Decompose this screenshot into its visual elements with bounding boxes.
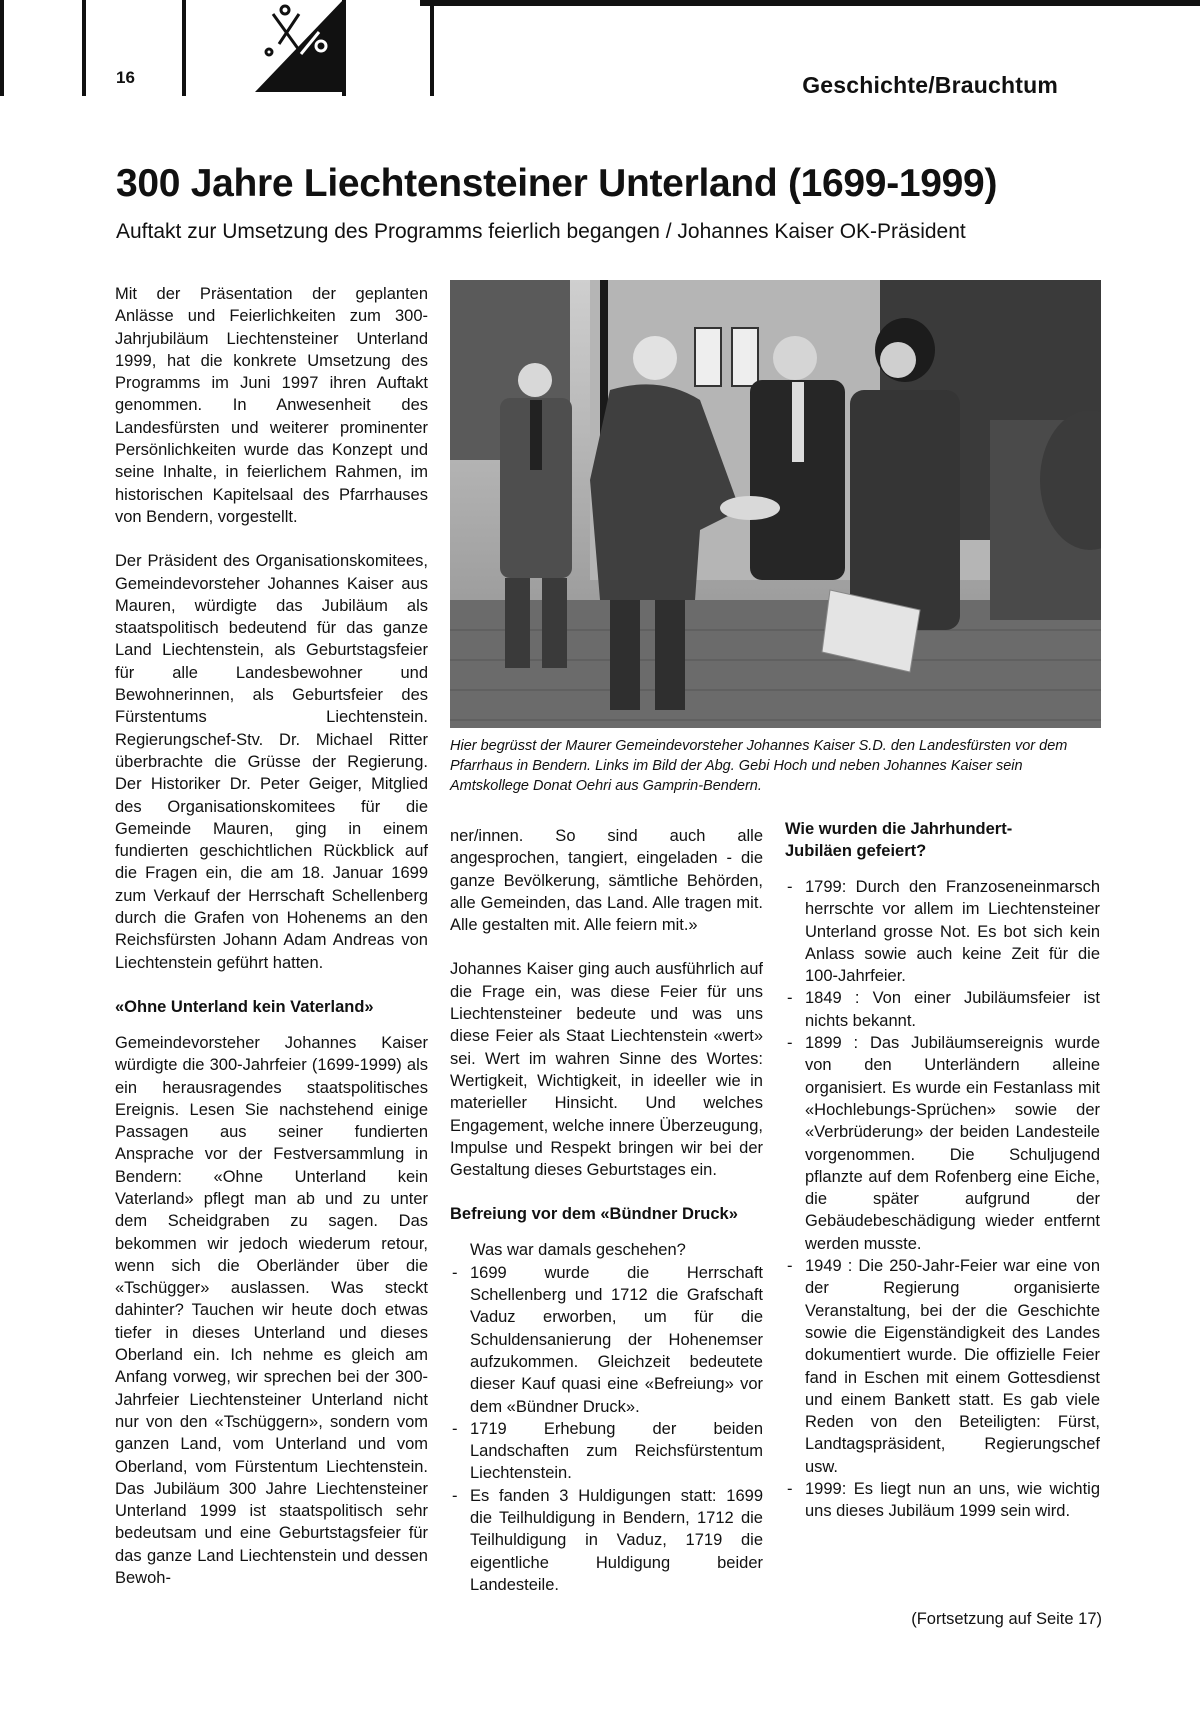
list-item: - 1699 wurde die Herrschaft Schellenberg und 1712 die Grafschaft Vaduz erworben, um für die Schuldensanierung der Hohenemser aufzukommen. Gleichzeit bedeutete dieser Kauf quasi eine «Befreiung» vor dem «Bündner Druck». [450, 1262, 763, 1418]
president-paragraph: Der Präsident des Organisationskomitees, Gemeindevorsteher Johannes Kaiser aus Mauren, würdigte das Jubiläum als staatspolitisch bedeutend für das ganze Land Liechtenstein, als Geburtstagsfeier für alle Landesbewohner und Bewohnerinnen, als Geburtsfeier des Fürstentums Liechtenstein. Regierungschef-Stv. Dr. Michael Ritter überbrachte die Grüsse der Regierung. Der Historiker Dr. Peter Geiger, Mitglied des Organisationskomitees für die Gemeinde Mauren, ging in einem fundierten geschichtlichen Rückblick auf die Fragen ein, die am 18. Januar 1699 zum Verkauf der Herrschaft Schellenberg durch die Grafen von Hohenems an den Reichsfürsten Johann Adam Andreas von Liechtenstein geführt hatten. [115, 552, 428, 972]
section-label: Geschichte/Brauchtum [802, 72, 1058, 98]
list-item: - 1719 Erhebung der beiden Landschaften zum Reichsfürstentum Liechtenstein. [450, 1418, 763, 1485]
list-item: - Es fanden 3 Huldigungen statt: 1699 die Teilhuldigung in Bendern, 1712 die Teilhuldigung in Vaduz, 1719 die eigentliche Huldigung beider Landesteile. [450, 1485, 763, 1596]
article-title: 300 Jahre Liechtensteiner Unterland (1699-1999) [116, 162, 998, 205]
lead-question: Was war damals geschehen? [470, 1241, 686, 1260]
middle-column [450, 825, 763, 1596]
list-item: - 1949 : Die 250-Jahr-Feier war eine von der Regierung organisierte Veranstaltung, bei der die Geschichte sowie die Eigenständigkeit des Landes dokumentiert wurde. Die offizielle Feier fand in Eschen mit einem Gottesdienst und einem Bankett statt. Es gab viele Reden von den Beteiligten: Fürst, Landtagspräsident, Regierungschef usw. [785, 1255, 1100, 1478]
intro-paragraph: Mit der Präsentation der geplanten Anlässe und Feierlichkeiten zum 300-Jahrjubiläum Liechtensteiner Unterland 1999, hat die konkrete Umsetzung des Programms im Juni 1997 ihren Auftakt genommen. In Anwesenheit des Landesfürsten und weiterer prominenter Persönlichkeiten wurde das Konzept und seine Inhalte, in feierlichem Rahmen, im historischen Kapitelsaal des Pfarrhauses von Bendern, vorgestellt. [115, 285, 428, 526]
list-item: - 1799: Durch den Franzoseneinmarsch herrschte vor allem im Liechtensteiner Unterland grosse Not. Es bot sich kein Anlass sowie auch keine Zeit für die 100-Jahrfeier. [785, 876, 1100, 987]
continuation-note: (Fortsetzung auf Seite 17) [911, 1610, 1102, 1628]
history-list [450, 1262, 763, 1596]
list-item: - 1899 : Das Jubiläumsereignis wurde von den Unterländern alleine organisiert. Es wurde ein Festanlass mit «Hochlebungs-Sprüchen» sowie der «Verbrüderung» der beiden Landesteile vorgenommen. Die Schuljugend pflanzte auf dem Rofenberg eine Eiche, die später aufgrund der Gebäudebeschädigung wieder entfernt werden musste. [785, 1032, 1100, 1255]
right-column [785, 818, 1100, 1523]
section-heading-befreiung: Befreiung vor dem «Bündner Druck» [450, 1205, 738, 1224]
value-paragraph: Johannes Kaiser ging auch ausführlich auf die Frage ein, was diese Feier für uns Liechtensteiner bedeute und was uns diese Feier als Staat Liechtenstein «wert» sei. Wert im wahren Sinne des Wortes: Wertigkeit, Wichtigkeit, in ideeller wie in materieller Hinsicht. Und welches Engagement, welche innere Überzeugung, Impulse und Respekt bringen wir bei der Gestaltung dieses Geburtstages ein. [450, 960, 763, 1180]
list-item: - 1849 : Von einer Jubiläumsfeier ist nichts bekannt. [785, 987, 1100, 1032]
photo-caption: Hier begrüsst der Maurer Gemeindevorsteher Johannes Kaiser S.D. den Landesfürsten vor dem Pfarrhaus in Bendern. Links im Bild der Abg. Gebi Hoch und neben Johannes Kaiser sein Amtskollege Donat Oehri aus Gamprin-Bendern. [450, 738, 1068, 794]
list-item: - 1999: Es liegt nun an uns, wie wichtig uns dieses Jubiläum 1999 sein wird. [785, 1478, 1100, 1523]
ceremony-photo [450, 280, 1101, 728]
left-column [115, 283, 428, 1611]
page-number: 16 [116, 68, 135, 87]
crossed-tools-emblem-icon [255, 0, 343, 92]
section-heading-vaterland: «Ohne Unterland kein Vaterland» [115, 997, 374, 1016]
article-subtitle: Auftakt zur Umsetzung des Programms feierlich begangen / Johannes Kaiser OK-Präsident [116, 220, 966, 243]
jubilee-list [785, 876, 1100, 1523]
speech-paragraph: Gemeindevorsteher Johannes Kaiser würdigte die 300-Jahrfeier (1699-1999) als ein herausragendes staatspolitisches Ereignis. Lesen Sie nachstehend einige Passagen aus seiner fundierten Ansprache vor der Festversammlung in Bendern: «Ohne Unterland kein Vaterland» pflegt man ab und zu unter dem Scheidgraben zu sagen. Das bekommen wir jedoch wiederum retour, wenn sich die Oberländer über die «Tschügger» auslassen. Was steckt dahinter? Tauchen wir heute doch etwas tiefer in dieses Unterland und dieses Oberland ein. Ich nehme es gleich am Anfang vorweg, wir sprechen bei der 300-Jahrfeier Liechtensteiner Unterland nicht nur von den «Tschüggern», sondern vom ganzen Land, vom Unterland und vom Oberland, vom Fürstentum Liechtenstein. Das Jubiläum 300 Jahre Liechtensteiner Unterland 1999 ist staatspolitisch sehr bedeutsam und eine Geburtstagsfeier für das ganze Land Liechtenstein und dessen Bewoh- [115, 1033, 428, 1588]
section-heading-jubilaeen: Wie wurden die Jahrhundert-Jubiläen gefeiert? [785, 820, 1013, 860]
top-rule [420, 0, 1200, 6]
speech-continuation-paragraph: ner/innen. So sind auch alle angesprochen, tangiert, eingeladen - die ganze Bevölkerung, sämtliche Behörden, alle Gemeinden, das Land. Alle tragen mit. Alle gestalten mit. Alle feiern mit.» [450, 827, 763, 935]
